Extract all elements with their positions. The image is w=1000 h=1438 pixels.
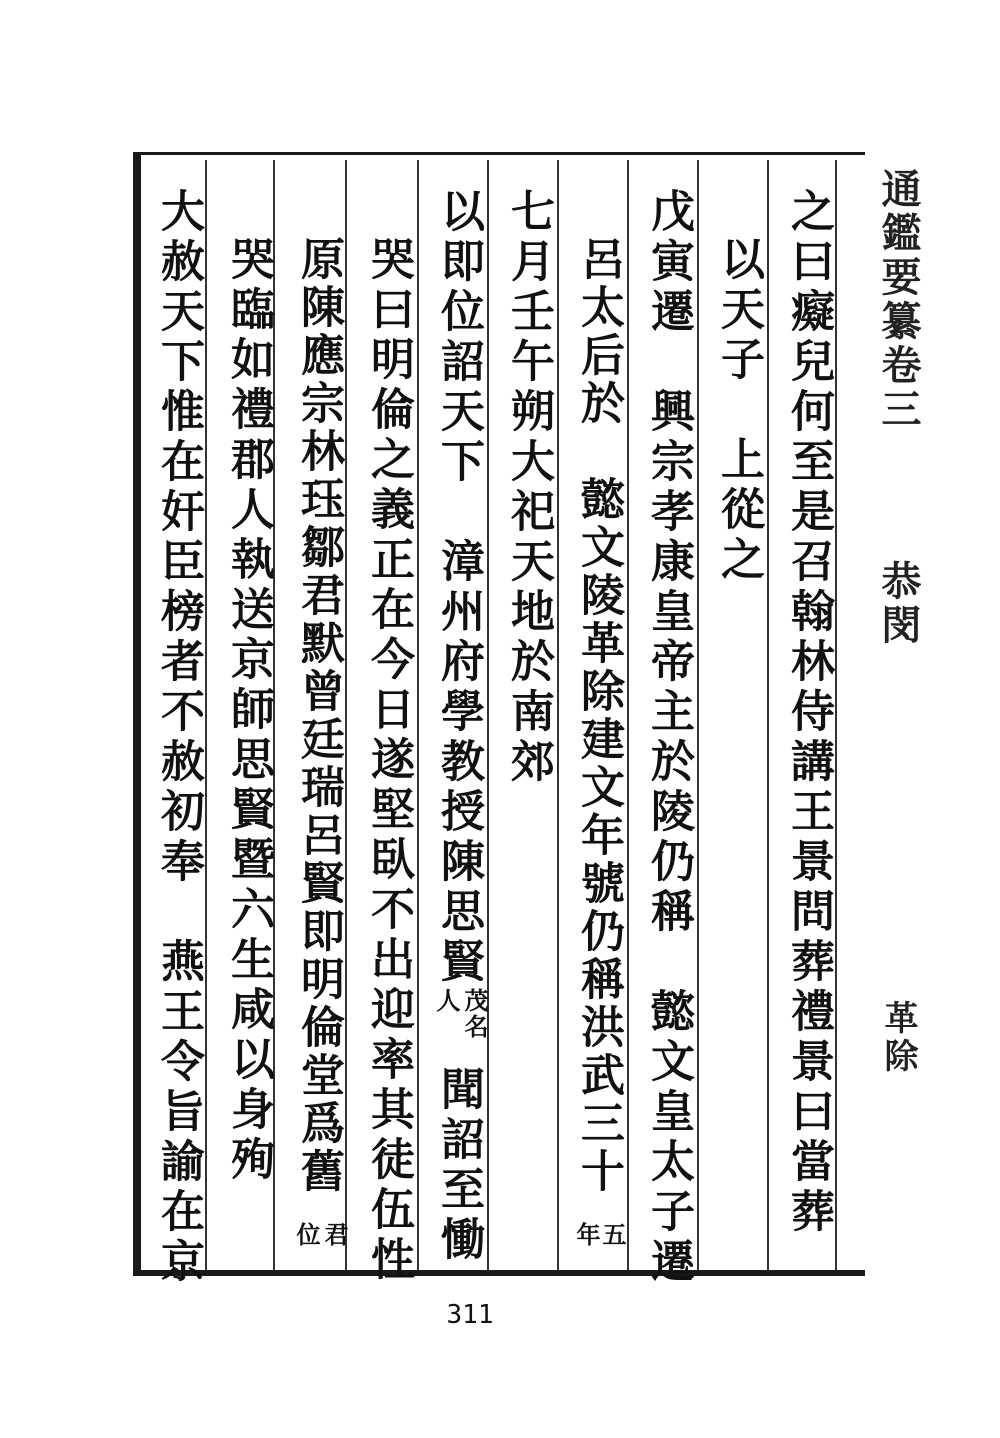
- interlinear-note: 君: [320, 1222, 349, 1248]
- bottom-border: [133, 1270, 865, 1276]
- column-divider: [697, 160, 699, 1270]
- column-text: 之曰癡兒何至是召翰林侍講王景問葬禮景曰當葬: [783, 188, 834, 1238]
- column-text: 呂太后於 懿文陵革除建文年號仍稱洪武三十: [573, 236, 624, 1196]
- column-text: 以即位詔天下 漳州府學教授陳思賢: [433, 188, 484, 988]
- column-text: 原陳應宗林珏鄒君默曾廷瑞呂賢即明倫堂爲舊: [293, 236, 344, 1196]
- column-text: 七月壬午朔大祀天地於南郊: [503, 188, 554, 788]
- page-number: 311: [446, 1300, 494, 1330]
- column-text: 大赦天下惟在奸臣榜者不赦初奉 燕王令旨諭在京: [153, 188, 204, 1288]
- column-text-tail: 聞詔至慟: [433, 1066, 484, 1266]
- text-column-9: [219, 166, 277, 1266]
- column-divider: [417, 160, 419, 1270]
- margin-remark: 革除: [878, 1000, 918, 1076]
- top-border: [133, 152, 865, 155]
- text-column-4: [569, 166, 627, 1266]
- column-divider: [557, 160, 559, 1270]
- interlinear-note: 茂名: [460, 988, 489, 1040]
- interlinear-note: 位: [292, 1222, 321, 1248]
- margin-reign-title: 恭閔: [875, 560, 922, 648]
- text-column-10: [149, 166, 207, 1288]
- text-column-2: [709, 166, 767, 1266]
- text-frame: [133, 152, 865, 1288]
- column-text: 哭臨如禮郡人執送京師思賢暨六生咸以身殉: [223, 236, 274, 1186]
- text-column-3: [639, 166, 697, 1288]
- margin-book-title: 通鑑要纂卷三: [875, 168, 922, 432]
- column-text: 戊寅遷 興宗孝康皇帝主於陵仍稱 懿文皇太子遷: [643, 188, 694, 1288]
- text-column-6: [429, 166, 487, 1266]
- text-column-1: [779, 166, 837, 1266]
- column-divider: [627, 160, 629, 1270]
- column-divider: [767, 160, 769, 1270]
- left-border: [133, 152, 141, 1276]
- column-text: 哭曰明倫之義正在今日遂堅臥不出迎率其徒伍性: [363, 236, 414, 1286]
- interlinear-note: 人: [432, 988, 461, 1014]
- column-divider: [487, 160, 489, 1270]
- text-column-7: [359, 166, 417, 1286]
- interlinear-note: 五: [598, 1222, 627, 1248]
- text-column-5: [499, 166, 557, 1266]
- interlinear-note: 年: [572, 1222, 601, 1248]
- text-column-8: [289, 166, 347, 1266]
- column-text: 以天子 上從之: [713, 236, 764, 586]
